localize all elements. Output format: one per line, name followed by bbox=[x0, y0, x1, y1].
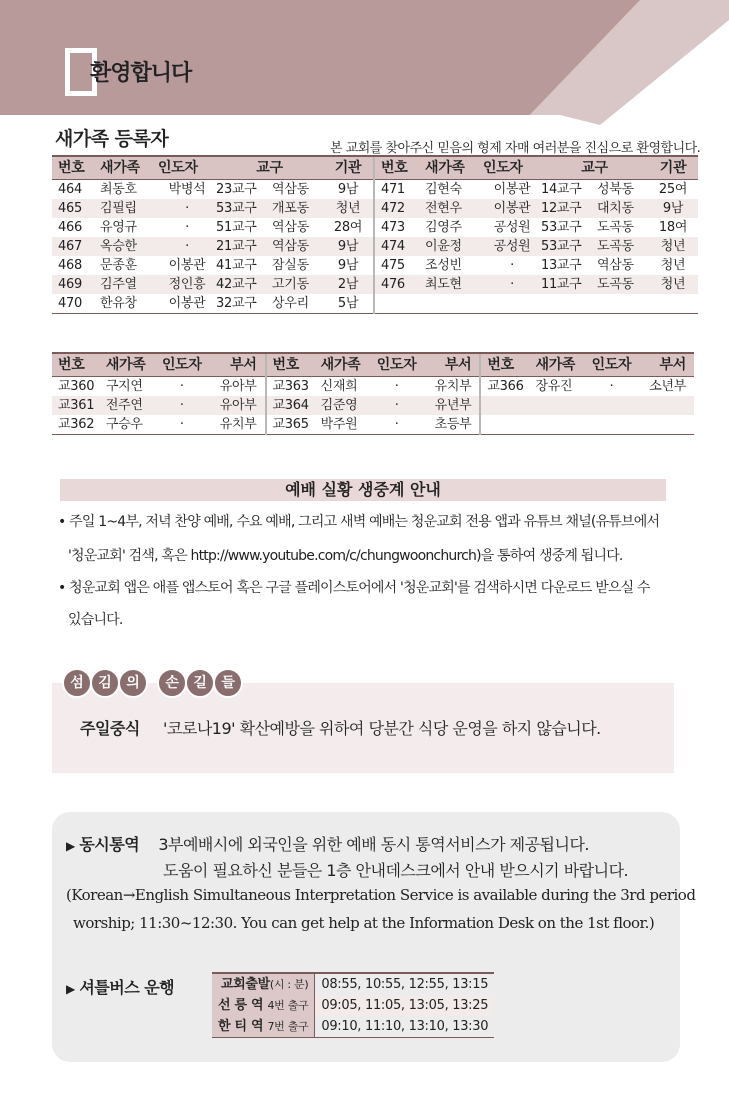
children-table bbox=[52, 352, 694, 435]
table-cell: 471 bbox=[374, 180, 425, 200]
table-cell: 상우리 bbox=[272, 294, 323, 314]
col-header: 인도자 bbox=[483, 156, 541, 180]
shuttle-row bbox=[212, 973, 494, 995]
col-header: 새가족 bbox=[100, 156, 158, 180]
table-cell: 32교구 bbox=[216, 294, 272, 314]
interp-text-2: 도움이 필요하신 분들은 1층 안내데스크에서 안내 받으시기 바랍니다. bbox=[163, 861, 629, 880]
shuttle-stop: 선 릉 역 bbox=[218, 998, 264, 1013]
table-cell: 구승우 bbox=[106, 415, 157, 435]
table-cell: 41교구 bbox=[216, 258, 257, 273]
table-cell: 473 bbox=[374, 218, 425, 237]
table-cell bbox=[586, 396, 637, 415]
table-cell: 18여 bbox=[658, 220, 688, 235]
interp-label: 동시통역 bbox=[79, 835, 140, 854]
table-cell: 조성빈 bbox=[424, 258, 462, 273]
page-title: 환영합니다 bbox=[90, 61, 192, 86]
interp-text-1: 3부예배시에 외국인을 위한 예배 동시 통역서비스가 제공됩니다. bbox=[158, 835, 589, 854]
col-header: 번호 bbox=[266, 353, 321, 377]
table-cell: 한유창 bbox=[100, 294, 158, 314]
badge-char: 김 bbox=[90, 668, 120, 698]
table-cell: 청년 bbox=[648, 237, 698, 256]
table-cell: 유치부 bbox=[434, 379, 472, 394]
col-header: 부서 bbox=[637, 353, 694, 377]
table-row bbox=[52, 256, 698, 275]
table-cell bbox=[483, 294, 541, 314]
col-header: 인도자 bbox=[156, 353, 207, 377]
table-cell bbox=[637, 415, 694, 435]
table-row bbox=[52, 377, 694, 397]
col-header: 교구 bbox=[216, 156, 323, 180]
notice-text: '코로나19' 확산예방을 위하여 당분간 식당 운영을 하지 않습니다. bbox=[163, 719, 601, 738]
table-cell: 472 bbox=[374, 199, 425, 218]
table-cell: 469 bbox=[52, 275, 100, 294]
table-cell: · bbox=[158, 237, 216, 256]
table-cell bbox=[648, 294, 698, 314]
worship-bullet-1: • 주일 1~4부, 저녁 찬양 예배, 수요 예배, 그리고 새벽 예배는 청운교회 전용 앱과 유튜브 채널(유튜브에서 bbox=[58, 514, 660, 530]
shuttle-note: (시 : 분) bbox=[269, 978, 309, 991]
col-header: 기관 bbox=[323, 156, 374, 180]
table-cell: 14교구 bbox=[540, 182, 582, 197]
table-cell: 474 bbox=[374, 237, 425, 256]
table-cell: 21교구 bbox=[216, 237, 272, 256]
badge-char: 손 bbox=[157, 668, 187, 698]
table-row bbox=[52, 199, 698, 218]
table-cell: 개포동 bbox=[272, 199, 323, 218]
table-cell: 9남 bbox=[337, 182, 359, 197]
table-cell: 468 bbox=[58, 258, 82, 273]
col-header: 부서 bbox=[207, 353, 265, 377]
badge-char: 섬 bbox=[62, 668, 92, 698]
table-cell: 470 bbox=[52, 294, 100, 314]
shuttle-times: 09:10, 11:10, 13:10, 13:30 bbox=[321, 1019, 489, 1034]
table-cell bbox=[541, 294, 597, 314]
table-cell: 이봉관 bbox=[168, 258, 206, 273]
table-cell: 23교구 bbox=[216, 182, 257, 197]
shuttle-heading bbox=[66, 975, 174, 998]
interp-eng-1: (Korean→English Simultaneous Interpretation Service is available during the 3rd period bbox=[66, 886, 696, 904]
table-cell: 유년부 bbox=[422, 396, 480, 415]
table-cell: 김필립 bbox=[100, 199, 158, 218]
triangle-right-icon: ▶ bbox=[66, 839, 75, 853]
col-header: 번호 bbox=[374, 156, 425, 180]
table-cell: 도곡동 bbox=[597, 220, 634, 235]
table-row bbox=[52, 180, 698, 200]
table-cell: 교362 bbox=[52, 415, 106, 435]
table-cell: · bbox=[179, 379, 184, 394]
col-header: 번호 bbox=[52, 353, 106, 377]
interp-line-1 bbox=[66, 832, 589, 855]
col-header: 인도자 bbox=[158, 156, 216, 180]
worship-title: 예배 실황 생중계 안내 bbox=[285, 480, 441, 499]
shuttle-times: 08:55, 10:55, 12:55, 13:15 bbox=[321, 977, 489, 992]
shuttle-stop: 교회출발 bbox=[220, 977, 270, 992]
table-cell: 김주열 bbox=[100, 275, 158, 294]
notice-label: 주일중식 bbox=[80, 719, 140, 738]
table-cell: 김영주 bbox=[424, 220, 462, 235]
table-cell: 박병석 bbox=[168, 182, 206, 197]
table-cell: 이봉관 bbox=[483, 199, 541, 218]
table-cell: 유영규 bbox=[100, 220, 137, 235]
newcomers-table bbox=[52, 155, 698, 314]
table-cell: 9남 bbox=[323, 237, 374, 256]
table-cell: 51교구 bbox=[216, 220, 257, 235]
table-cell: · bbox=[156, 415, 207, 435]
table-cell: 교361 bbox=[52, 396, 106, 415]
table-cell: 464 bbox=[58, 182, 82, 197]
table-cell bbox=[480, 396, 535, 415]
table-cell: 도곡동 bbox=[597, 275, 648, 294]
badge-char: 들 bbox=[213, 668, 243, 698]
col-header: 인도자 bbox=[371, 353, 422, 377]
table-cell: 교366 bbox=[480, 377, 535, 397]
table-row bbox=[52, 275, 698, 294]
col-header: 번호 bbox=[52, 156, 100, 180]
triangle-right-icon: ▶ bbox=[66, 982, 75, 996]
table-cell bbox=[535, 415, 586, 435]
table-cell: 466 bbox=[58, 220, 82, 235]
col-header: 새가족 bbox=[425, 156, 483, 180]
table-cell: 구지연 bbox=[105, 379, 143, 394]
table-cell: · bbox=[609, 379, 614, 394]
table-cell: 53교구 bbox=[541, 237, 597, 256]
table-cell: 476 bbox=[374, 275, 425, 294]
table-cell: 467 bbox=[52, 237, 100, 256]
table-row bbox=[52, 237, 698, 256]
notice-badge bbox=[62, 668, 241, 698]
table-cell: 역삼동 bbox=[272, 182, 309, 197]
table-cell: 소년부 bbox=[649, 379, 686, 394]
table-cell: 53교구 bbox=[540, 220, 582, 235]
table-cell: 고기동 bbox=[272, 275, 323, 294]
col-header: 새가족 bbox=[106, 353, 157, 377]
shuttle-note: 4번 출구 bbox=[267, 999, 309, 1012]
table-cell: 도곡동 bbox=[597, 237, 648, 256]
badge-char: 의 bbox=[118, 668, 148, 698]
table-cell: 이윤정 bbox=[425, 237, 483, 256]
table-cell: 465 bbox=[52, 199, 100, 218]
badge-char: 길 bbox=[185, 668, 215, 698]
table-cell: 475 bbox=[374, 256, 425, 275]
table-cell bbox=[637, 396, 694, 415]
col-header: 번호 bbox=[480, 353, 535, 377]
worship-bullet-2: • 청운교회 앱은 애플 앱스토어 혹은 구글 플레이스토어에서 '청운교회'를 검색하시면 다운로드 받으실 수 bbox=[58, 580, 650, 596]
shuttle-table bbox=[212, 972, 494, 1038]
table-cell: 역삼동 bbox=[272, 220, 309, 235]
col-header: 새가족 bbox=[321, 353, 372, 377]
table-cell: 9남 bbox=[648, 199, 698, 218]
table-cell: 장유진 bbox=[535, 379, 573, 394]
col-header: 새가족 bbox=[535, 353, 586, 377]
table-cell bbox=[374, 294, 425, 314]
table-cell: 2남 bbox=[323, 275, 374, 294]
table-cell: · bbox=[371, 415, 422, 435]
table-cell bbox=[586, 415, 637, 435]
table-cell: · bbox=[371, 396, 422, 415]
table-cell bbox=[597, 294, 648, 314]
table-cell: 25여 bbox=[658, 182, 688, 197]
table-cell: · bbox=[394, 379, 399, 394]
table-cell: 13교구 bbox=[540, 258, 582, 273]
table-cell: 전주연 bbox=[106, 396, 157, 415]
col-header: 기관 bbox=[648, 156, 698, 180]
table-cell: 청년 bbox=[660, 258, 686, 273]
table-cell bbox=[480, 415, 535, 435]
worship-bullet-2-cont: 있습니다. bbox=[68, 612, 123, 628]
table-cell: 9남 bbox=[337, 258, 359, 273]
table-row bbox=[52, 415, 694, 435]
table-cell: · bbox=[185, 220, 189, 235]
table-cell: 전현우 bbox=[425, 199, 483, 218]
table-cell: 성북동 bbox=[597, 182, 634, 197]
table-cell: 최도현 bbox=[425, 275, 483, 294]
table-cell: 역삼동 bbox=[597, 258, 634, 273]
table-row bbox=[52, 294, 698, 314]
col-header: 부서 bbox=[422, 353, 480, 377]
table-cell: 유아부 bbox=[207, 396, 265, 415]
table-cell: 공성원 bbox=[483, 237, 541, 256]
table-cell: 정인흥 bbox=[158, 275, 216, 294]
table-cell: 유아부 bbox=[219, 379, 257, 394]
table-cell: 잠실동 bbox=[272, 258, 309, 273]
table-cell bbox=[535, 396, 586, 415]
table-cell: 김현숙 bbox=[424, 182, 462, 197]
table-cell: 청년 bbox=[323, 199, 374, 218]
table-cell: 신재희 bbox=[320, 379, 358, 394]
shuttle-note: 7번 출구 bbox=[267, 1020, 309, 1033]
table-cell: · bbox=[483, 275, 541, 294]
table-cell: 역삼동 bbox=[272, 237, 323, 256]
table-cell: 김준영 bbox=[321, 396, 372, 415]
table-cell: 대치동 bbox=[597, 199, 648, 218]
table-cell: 최동호 bbox=[100, 182, 137, 197]
table-cell: · bbox=[158, 199, 216, 218]
table-cell: 박주원 bbox=[321, 415, 372, 435]
table-cell: 53교구 bbox=[216, 199, 272, 218]
table-row bbox=[52, 396, 694, 415]
table-cell: 교363 bbox=[266, 377, 321, 397]
shuttle-row bbox=[212, 1016, 494, 1038]
worship-bullet-1-cont: '청운교회' 검색, 혹은 http://www.youtube.com/c/chungwoonchurch)을 통하여 생중계 됩니다. bbox=[68, 548, 623, 564]
table-cell: 교365 bbox=[266, 415, 321, 435]
table-cell: 42교구 bbox=[216, 275, 272, 294]
table-cell: 28여 bbox=[333, 220, 363, 235]
table-cell: 11교구 bbox=[541, 275, 597, 294]
table-cell: 공성원 bbox=[493, 220, 531, 235]
table-cell: 문종훈 bbox=[100, 258, 137, 273]
table-cell: 교364 bbox=[266, 396, 321, 415]
table-cell bbox=[425, 294, 483, 314]
newcomers-subtitle: 본 교회를 찾아주신 믿음의 형제 자매 여러분을 진심으로 환영합니다. bbox=[330, 141, 701, 156]
table-cell: 12교구 bbox=[541, 199, 597, 218]
table-cell: 초등부 bbox=[422, 415, 480, 435]
shuttle-row bbox=[212, 995, 494, 1016]
table-cell: 옥승한 bbox=[100, 237, 158, 256]
shuttle-stop: 한 티 역 bbox=[218, 1019, 264, 1034]
table-row bbox=[52, 218, 698, 237]
table-cell: 이봉관 bbox=[493, 182, 531, 197]
table-cell: 5남 bbox=[323, 294, 374, 314]
table-cell: · bbox=[156, 396, 207, 415]
table-cell: · bbox=[510, 258, 514, 273]
col-header: 교구 bbox=[541, 156, 648, 180]
col-header: 인도자 bbox=[586, 353, 637, 377]
table-cell: 교360 bbox=[58, 379, 95, 394]
shuttle-times: 09:05, 11:05, 13:05, 13:25 bbox=[315, 995, 494, 1016]
newcomers-title: 새가족 등록자 bbox=[55, 128, 169, 150]
interp-eng-2: worship; 11:30~12:30. You can get help at the Information Desk on the 1st floor.) bbox=[73, 914, 655, 932]
table-cell: 이봉관 bbox=[158, 294, 216, 314]
table-cell: 유치부 bbox=[207, 415, 265, 435]
notice-line bbox=[80, 716, 601, 739]
table-cell: 청년 bbox=[648, 275, 698, 294]
shuttle-label: 셔틀버스 운행 bbox=[79, 978, 175, 997]
